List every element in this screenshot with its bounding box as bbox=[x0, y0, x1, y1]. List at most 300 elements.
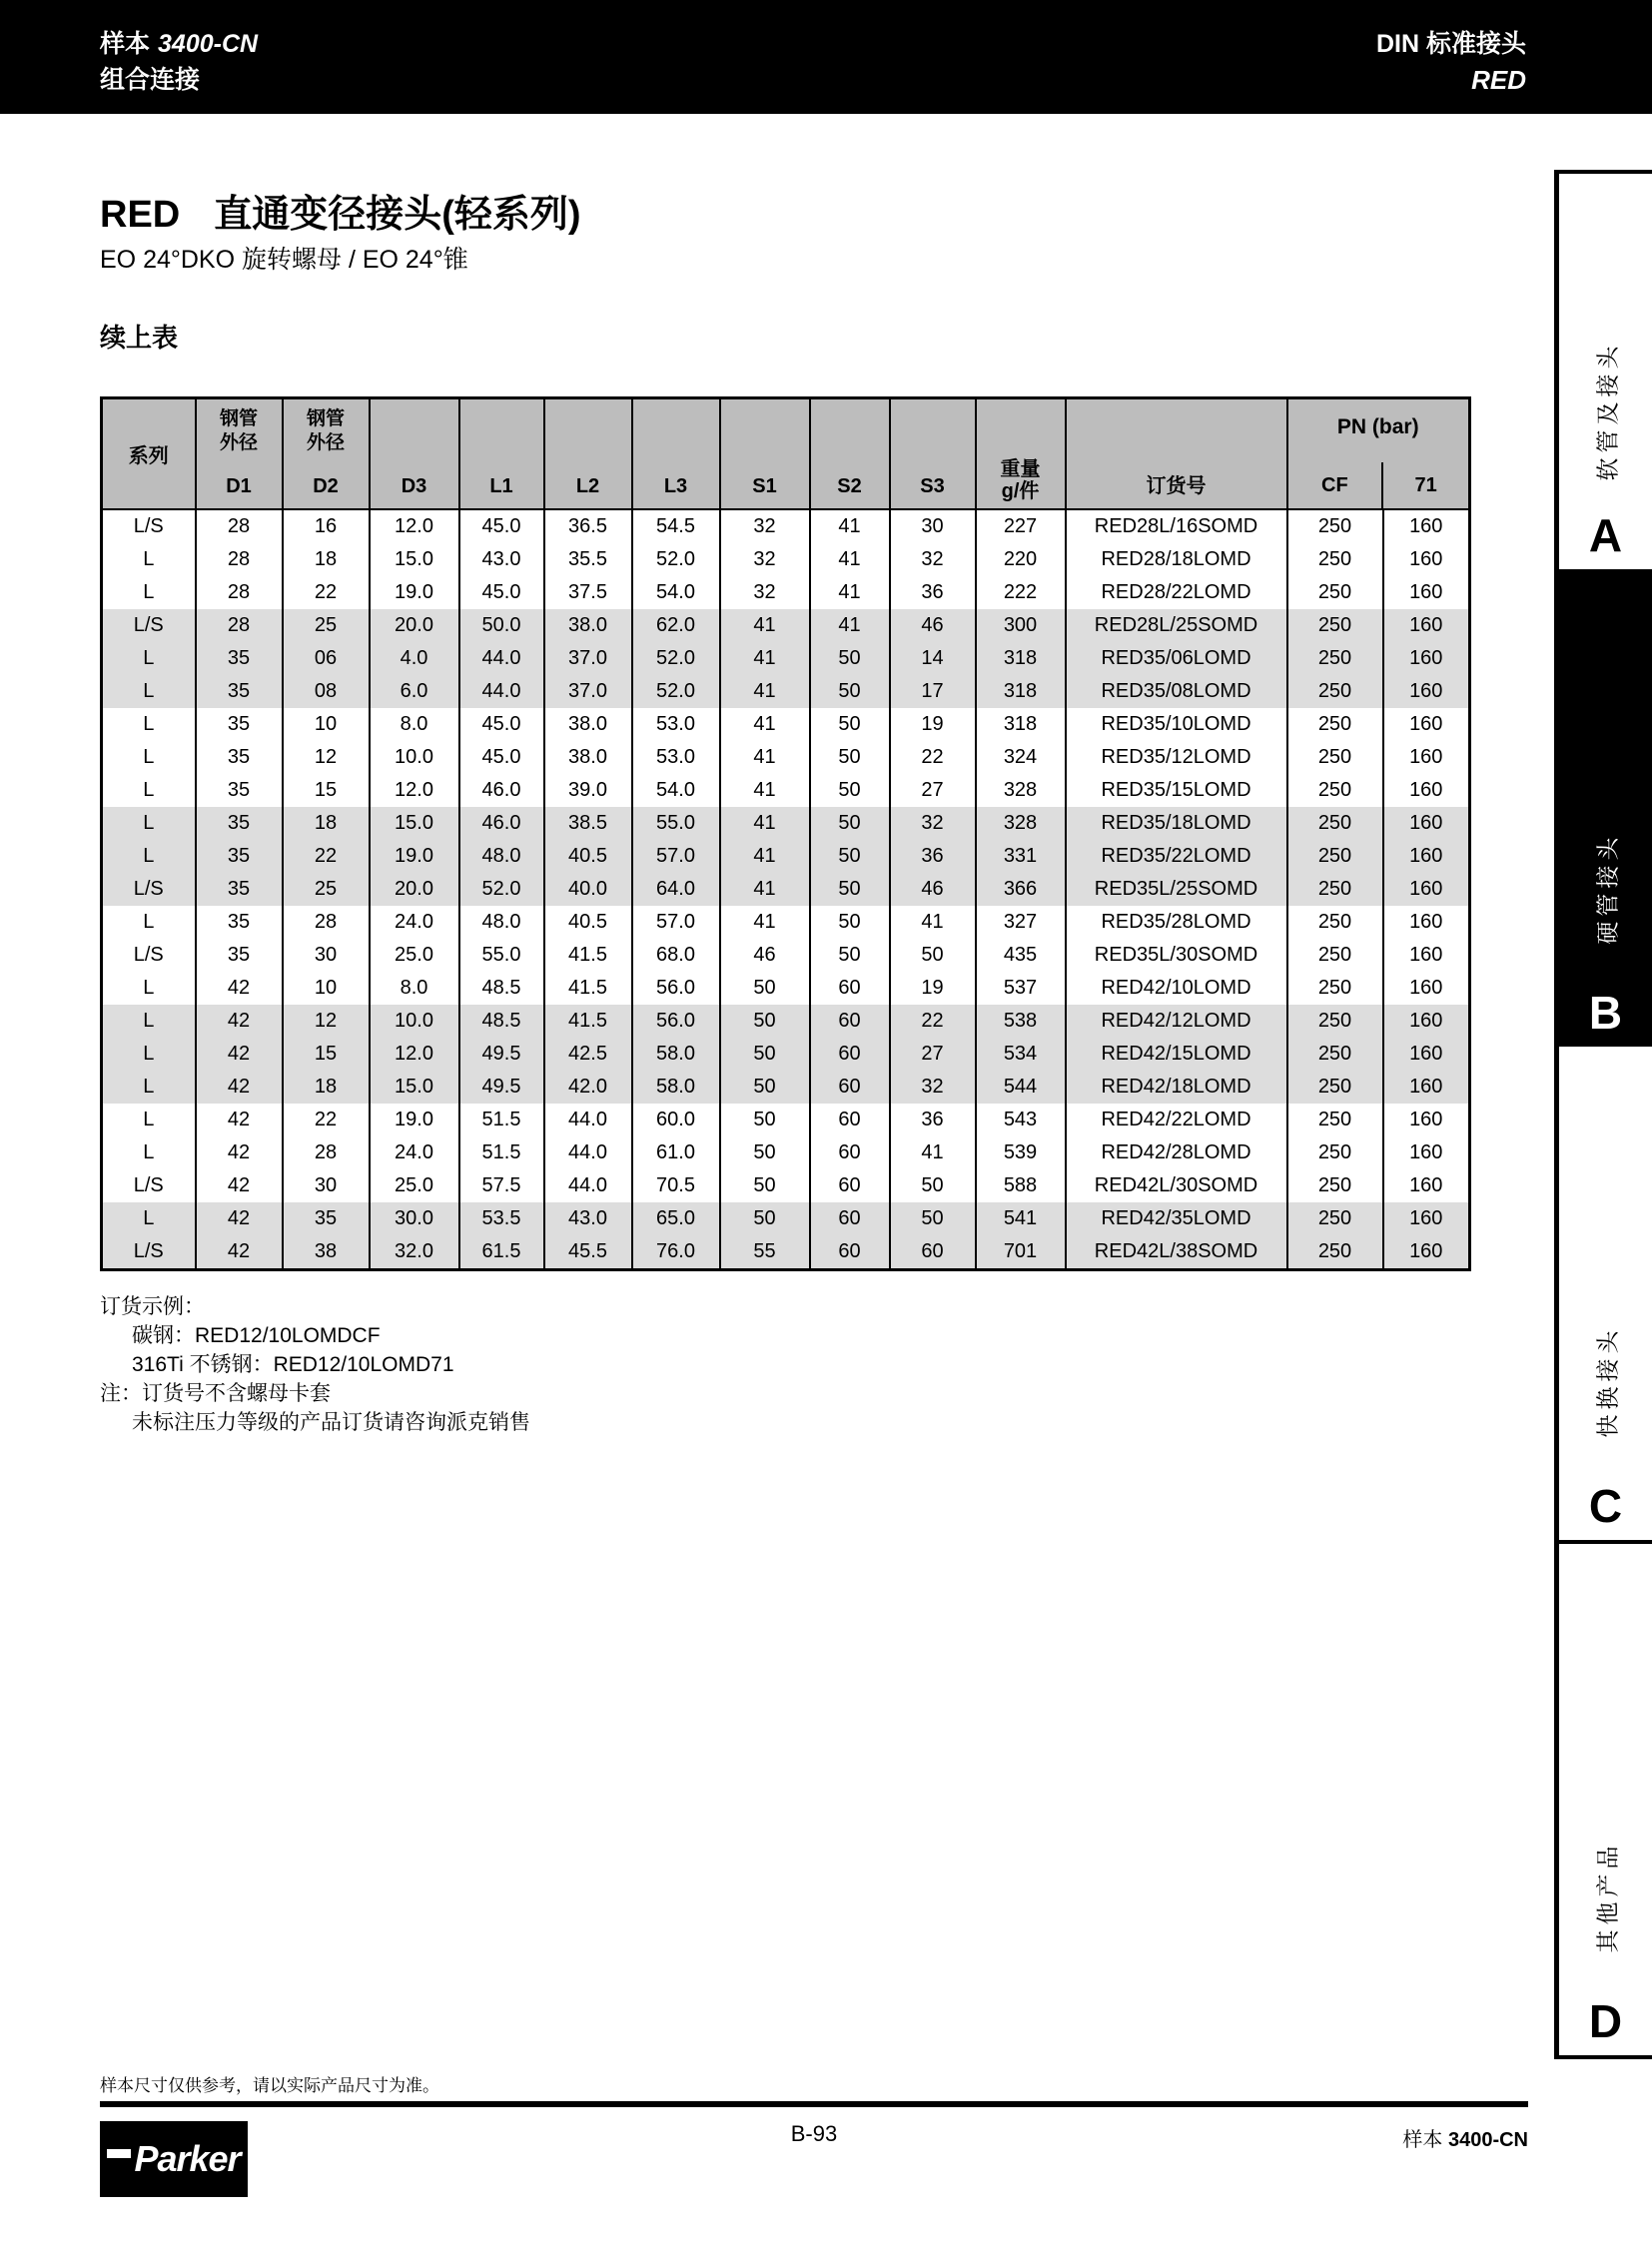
table-cell: 327 bbox=[976, 906, 1066, 939]
table-cell: 42 bbox=[196, 1104, 283, 1136]
table-cell: 588 bbox=[976, 1169, 1066, 1202]
table-cell: 160 bbox=[1383, 509, 1470, 543]
table-cell: 50 bbox=[810, 939, 890, 972]
table-cell: L/S bbox=[102, 509, 196, 543]
table-cell: 46 bbox=[890, 609, 976, 642]
table-cell: RED35/12LOMD bbox=[1066, 741, 1287, 774]
table-cell: 250 bbox=[1287, 774, 1383, 807]
table-cell: 48.5 bbox=[459, 1005, 544, 1038]
table-row bbox=[102, 972, 1470, 1005]
page-title bbox=[100, 183, 581, 238]
note-line-2: 未标注压力等级的产品订货请咨询派克销售 bbox=[132, 1411, 530, 1434]
chapter-title: DIN 标准接头 bbox=[1375, 30, 1526, 58]
table-cell: 41.5 bbox=[544, 972, 632, 1005]
table-row bbox=[102, 1136, 1470, 1169]
table-cell: 60 bbox=[810, 972, 890, 1005]
table-row bbox=[102, 939, 1470, 972]
table-cell: 08 bbox=[283, 675, 370, 708]
table-cell: 318 bbox=[976, 708, 1066, 741]
table-cell: 60 bbox=[810, 1202, 890, 1235]
table-cell: 250 bbox=[1287, 1235, 1383, 1270]
table-cell: 28 bbox=[196, 543, 283, 576]
table-cell: 61.0 bbox=[632, 1136, 720, 1169]
table-cell: 52.0 bbox=[632, 543, 720, 576]
table-cell: 32 bbox=[890, 807, 976, 840]
header-l1-label: L1 bbox=[489, 475, 513, 497]
table-cell: RED42/18LOMD bbox=[1066, 1071, 1287, 1104]
table-cell: 19.0 bbox=[370, 1104, 459, 1136]
table-cell: 46.0 bbox=[459, 774, 544, 807]
header-s1-label: S1 bbox=[752, 475, 777, 497]
table-cell: 22 bbox=[283, 1104, 370, 1136]
table-row bbox=[102, 609, 1470, 642]
table-cell: 250 bbox=[1287, 675, 1383, 708]
table-cell: 51.5 bbox=[459, 1104, 544, 1136]
table-row bbox=[102, 642, 1470, 675]
table-cell: 250 bbox=[1287, 1104, 1383, 1136]
table-cell: 60 bbox=[810, 1104, 890, 1136]
table-cell: 49.5 bbox=[459, 1071, 544, 1104]
table-cell: 227 bbox=[976, 509, 1066, 543]
table-cell: 50 bbox=[720, 1005, 810, 1038]
table-cell: 41 bbox=[890, 906, 976, 939]
table-cell: 76.0 bbox=[632, 1235, 720, 1270]
table-cell: 41 bbox=[810, 509, 890, 543]
table-cell: 37.0 bbox=[544, 642, 632, 675]
table-cell: 435 bbox=[976, 939, 1066, 972]
table-cell: L/S bbox=[102, 1235, 196, 1270]
header-l1 bbox=[459, 398, 544, 510]
table-cell: RED35/28LOMD bbox=[1066, 906, 1287, 939]
table-cell: 539 bbox=[976, 1136, 1066, 1169]
table-cell: 45.0 bbox=[459, 576, 544, 609]
table-cell: 15 bbox=[283, 774, 370, 807]
table-cell: 41 bbox=[720, 609, 810, 642]
table-cell: 37.0 bbox=[544, 675, 632, 708]
table-cell: 42 bbox=[196, 1169, 283, 1202]
footer-catalog-code: 3400-CN bbox=[1447, 2129, 1528, 2151]
table-cell: 40.0 bbox=[544, 873, 632, 906]
table-cell: 32 bbox=[720, 509, 810, 543]
table-cell: 544 bbox=[976, 1071, 1066, 1104]
tab-label: 软管及接头 bbox=[1594, 341, 1620, 480]
table-cell: 12 bbox=[283, 741, 370, 774]
footer-catalog-ref bbox=[1402, 2123, 1528, 2152]
table-cell: 53.5 bbox=[459, 1202, 544, 1235]
tab-label: 其他产品 bbox=[1594, 1841, 1620, 1952]
table-cell: 19.0 bbox=[370, 840, 459, 873]
table-cell: 41 bbox=[810, 543, 890, 576]
table-cell: RED42/22LOMD bbox=[1066, 1104, 1287, 1136]
table-cell: 19.0 bbox=[370, 576, 459, 609]
table-cell: 41 bbox=[720, 873, 810, 906]
chapter-id-block bbox=[1376, 26, 1526, 98]
table-cell: L bbox=[102, 1202, 196, 1235]
table-cell: 25.0 bbox=[370, 1169, 459, 1202]
table-cell: 220 bbox=[976, 543, 1066, 576]
table-row bbox=[102, 509, 1470, 543]
table-cell: 701 bbox=[976, 1235, 1066, 1270]
table-cell: 12.0 bbox=[370, 774, 459, 807]
table-row bbox=[102, 576, 1470, 609]
header-l2-label: L2 bbox=[575, 475, 600, 497]
table-cell: 318 bbox=[976, 642, 1066, 675]
table-cell: 331 bbox=[976, 840, 1066, 873]
table-cell: L bbox=[102, 972, 196, 1005]
table-cell: 42 bbox=[196, 1038, 283, 1071]
table-cell: 41 bbox=[890, 1136, 976, 1169]
table-cell: RED28L/16SOMD bbox=[1066, 509, 1287, 543]
table-cell: 60 bbox=[810, 1136, 890, 1169]
table-cell: 28 bbox=[196, 509, 283, 543]
table-cell: 17 bbox=[890, 675, 976, 708]
table-cell: 41.5 bbox=[544, 939, 632, 972]
header-d2-label: D2 bbox=[313, 475, 339, 497]
header-l2 bbox=[544, 398, 632, 510]
table-cell: 27 bbox=[890, 774, 976, 807]
table-cell: 250 bbox=[1287, 873, 1383, 906]
table-row bbox=[102, 906, 1470, 939]
table-cell: 22 bbox=[890, 1005, 976, 1038]
table-cell: 42 bbox=[196, 1202, 283, 1235]
table-cell: 35 bbox=[196, 642, 283, 675]
table-cell: 50.0 bbox=[459, 609, 544, 642]
table-cell: L/S bbox=[102, 1169, 196, 1202]
footer-catalog-prefix: 样本 bbox=[1402, 2129, 1443, 2151]
table-cell: 250 bbox=[1287, 1038, 1383, 1071]
table-cell: 543 bbox=[976, 1104, 1066, 1136]
table-cell: RED28L/25SOMD bbox=[1066, 609, 1287, 642]
table-cell: 41 bbox=[810, 609, 890, 642]
table-cell: 18 bbox=[283, 807, 370, 840]
table-cell: 45.0 bbox=[459, 509, 544, 543]
table-cell: 50 bbox=[810, 906, 890, 939]
table-cell: 56.0 bbox=[632, 972, 720, 1005]
table-cell: 160 bbox=[1383, 906, 1470, 939]
table-cell: 44.0 bbox=[544, 1104, 632, 1136]
table-cell: 50 bbox=[720, 1202, 810, 1235]
table-cell: 28 bbox=[196, 609, 283, 642]
table-cell: 41 bbox=[720, 906, 810, 939]
header-d3-label: D3 bbox=[401, 475, 427, 497]
table-cell: 35 bbox=[196, 807, 283, 840]
table-cell: 250 bbox=[1287, 1005, 1383, 1038]
table-cell: 6.0 bbox=[370, 675, 459, 708]
table-cell: 42 bbox=[196, 1071, 283, 1104]
table-cell: RED42/15LOMD bbox=[1066, 1038, 1287, 1071]
table-cell: 55.0 bbox=[459, 939, 544, 972]
table-cell: 35 bbox=[196, 741, 283, 774]
table-cell: 160 bbox=[1383, 873, 1470, 906]
table-cell: 50 bbox=[810, 675, 890, 708]
order-example-title: 订货示例： bbox=[100, 1295, 205, 1318]
table-cell: 41 bbox=[720, 807, 810, 840]
table-cell: 53.0 bbox=[632, 741, 720, 774]
table-cell: RED35/06LOMD bbox=[1066, 642, 1287, 675]
table-cell: 15.0 bbox=[370, 807, 459, 840]
catalog-code: 3400-CN bbox=[158, 30, 259, 58]
table-cell: 25 bbox=[283, 873, 370, 906]
table-cell: 12 bbox=[283, 1005, 370, 1038]
table-cell: 35 bbox=[196, 939, 283, 972]
tab-label-box bbox=[1586, 803, 1626, 973]
table-cell: 50 bbox=[890, 939, 976, 972]
table-cell: 42 bbox=[196, 1005, 283, 1038]
order-example-carbon: 碳钢：RED12/10LOMDCF bbox=[132, 1324, 381, 1347]
tab-label: 硬管接头 bbox=[1594, 832, 1620, 944]
table-cell: 36 bbox=[890, 840, 976, 873]
table-cell: 250 bbox=[1287, 972, 1383, 1005]
table-cell: 22 bbox=[283, 840, 370, 873]
table-cell: 160 bbox=[1383, 1136, 1470, 1169]
order-example-stainless: 316Ti 不锈钢：RED12/10LOMD71 bbox=[132, 1353, 454, 1376]
footer-rule bbox=[100, 2101, 1528, 2107]
table-cell: 222 bbox=[976, 576, 1066, 609]
table-cell: 160 bbox=[1383, 675, 1470, 708]
table-cell: 10 bbox=[283, 972, 370, 1005]
header-s1 bbox=[720, 398, 810, 510]
table-cell: L bbox=[102, 774, 196, 807]
header-s3-label: S3 bbox=[920, 475, 945, 497]
header-weight bbox=[976, 398, 1066, 510]
table-cell: 40.5 bbox=[544, 840, 632, 873]
table-cell: 50 bbox=[890, 1169, 976, 1202]
table-cell: 250 bbox=[1287, 1169, 1383, 1202]
table-cell: RED42/35LOMD bbox=[1066, 1202, 1287, 1235]
table-cell: 12.0 bbox=[370, 509, 459, 543]
product-name: 直通变径接头(轻系列) bbox=[214, 194, 581, 236]
table-cell: 250 bbox=[1287, 741, 1383, 774]
table-cell: 43.0 bbox=[459, 543, 544, 576]
table-cell: 10 bbox=[283, 708, 370, 741]
table-cell: 541 bbox=[976, 1202, 1066, 1235]
table-cell: 44.0 bbox=[544, 1169, 632, 1202]
table-cell: 53.0 bbox=[632, 708, 720, 741]
table-row bbox=[102, 543, 1470, 576]
table-row bbox=[102, 1235, 1470, 1270]
table-row bbox=[102, 840, 1470, 873]
table-cell: 15.0 bbox=[370, 1071, 459, 1104]
header-l3 bbox=[632, 398, 720, 510]
table-cell: 38.0 bbox=[544, 741, 632, 774]
table-cell: 32.0 bbox=[370, 1235, 459, 1270]
spec-table bbox=[100, 396, 1471, 1271]
table-cell: L bbox=[102, 1005, 196, 1038]
table-cell: 250 bbox=[1287, 642, 1383, 675]
table-cell: 30 bbox=[283, 1169, 370, 1202]
tab-letter: B bbox=[1588, 987, 1623, 1039]
header-d3 bbox=[370, 398, 459, 510]
catalog-section: 组合连接 bbox=[100, 66, 201, 94]
table-cell: 45.5 bbox=[544, 1235, 632, 1270]
table-cell: 50 bbox=[810, 840, 890, 873]
header-s3 bbox=[890, 398, 976, 510]
header-s2-label: S2 bbox=[837, 475, 862, 497]
table-cell: 52.0 bbox=[632, 675, 720, 708]
header-weight-label: 重量 bbox=[1000, 458, 1041, 480]
table-cell: 45.0 bbox=[459, 708, 544, 741]
table-cell: 250 bbox=[1287, 509, 1383, 543]
table-cell: RED42/12LOMD bbox=[1066, 1005, 1287, 1038]
table-cell: 160 bbox=[1383, 1071, 1470, 1104]
table-cell: 35 bbox=[196, 774, 283, 807]
table-cell: 36 bbox=[890, 576, 976, 609]
table-cell: 38.5 bbox=[544, 807, 632, 840]
table-cell: 50 bbox=[890, 1202, 976, 1235]
table-cell: L bbox=[102, 576, 196, 609]
steel-od-label-2: 外径 bbox=[219, 432, 258, 453]
table-cell: 160 bbox=[1383, 1104, 1470, 1136]
table-cell: 27 bbox=[890, 1038, 976, 1071]
chapter-code: RED bbox=[1471, 65, 1526, 95]
steel-od-label-1: 钢管 bbox=[306, 408, 345, 429]
table-cell: 250 bbox=[1287, 906, 1383, 939]
top-header-bar bbox=[0, 0, 1652, 114]
table-cell: RED35/18LOMD bbox=[1066, 807, 1287, 840]
table-cell: 51.5 bbox=[459, 1136, 544, 1169]
table-cell: 250 bbox=[1287, 543, 1383, 576]
table-row bbox=[102, 1038, 1470, 1071]
sidebar-tab-tube-fittings-active bbox=[1554, 569, 1652, 1047]
table-cell: 64.0 bbox=[632, 873, 720, 906]
table-cell: 35 bbox=[283, 1202, 370, 1235]
tab-letter: A bbox=[1588, 509, 1623, 561]
table-cell: RED35/22LOMD bbox=[1066, 840, 1287, 873]
table-cell: 250 bbox=[1287, 1202, 1383, 1235]
table-row bbox=[102, 1202, 1470, 1235]
table-cell: 48.5 bbox=[459, 972, 544, 1005]
table-cell: 15 bbox=[283, 1038, 370, 1071]
table-cell: RED28/18LOMD bbox=[1066, 543, 1287, 576]
table-cell: 50 bbox=[720, 1169, 810, 1202]
steel-od-label-1: 钢管 bbox=[219, 408, 258, 429]
table-cell: 328 bbox=[976, 807, 1066, 840]
table-cell: 160 bbox=[1383, 972, 1470, 1005]
table-cell: 160 bbox=[1383, 774, 1470, 807]
table-cell: 54.0 bbox=[632, 774, 720, 807]
table-cell: 160 bbox=[1383, 543, 1470, 576]
product-code: RED bbox=[100, 194, 181, 236]
table-cell: RED35/10LOMD bbox=[1066, 708, 1287, 741]
table-cell: 60 bbox=[810, 1235, 890, 1270]
table-cell: 50 bbox=[810, 741, 890, 774]
table-cell: L bbox=[102, 906, 196, 939]
table-cell: 60 bbox=[810, 1169, 890, 1202]
table-cell: 41 bbox=[810, 576, 890, 609]
table-cell: 160 bbox=[1383, 1235, 1470, 1270]
header-series bbox=[102, 398, 196, 510]
table-cell: 160 bbox=[1383, 642, 1470, 675]
table-cell: RED42/10LOMD bbox=[1066, 972, 1287, 1005]
table-cell: 62.0 bbox=[632, 609, 720, 642]
table-cell: 10.0 bbox=[370, 741, 459, 774]
table-cell: L/S bbox=[102, 939, 196, 972]
page-subtitle: EO 24°DKO 旋转螺母 / EO 24°锥 bbox=[100, 246, 468, 274]
table-cell: 38 bbox=[283, 1235, 370, 1270]
parker-arrow-icon bbox=[107, 2149, 131, 2158]
table-cell: 56.0 bbox=[632, 1005, 720, 1038]
table-cell: 32 bbox=[890, 1071, 976, 1104]
table-cell: 42 bbox=[196, 972, 283, 1005]
table-cell: 41 bbox=[720, 840, 810, 873]
table-cell: L bbox=[102, 708, 196, 741]
table-cell: L/S bbox=[102, 873, 196, 906]
table-cell: 60 bbox=[810, 1071, 890, 1104]
table-row bbox=[102, 1005, 1470, 1038]
table-cell: 250 bbox=[1287, 708, 1383, 741]
table-body bbox=[102, 509, 1470, 1270]
header-cf-label: CF bbox=[1321, 473, 1348, 496]
table-cell: L bbox=[102, 840, 196, 873]
table-cell: 38.0 bbox=[544, 609, 632, 642]
header-pn bbox=[1287, 398, 1470, 510]
table-cell: 35 bbox=[196, 708, 283, 741]
table-cell: 58.0 bbox=[632, 1038, 720, 1071]
table-cell: 46 bbox=[890, 873, 976, 906]
table-cell: RED35/08LOMD bbox=[1066, 675, 1287, 708]
table-cell: 50 bbox=[720, 1038, 810, 1071]
table-cell: 32 bbox=[890, 543, 976, 576]
tab-letter: C bbox=[1588, 1480, 1623, 1532]
header-weight-unit: g/件 bbox=[1001, 480, 1040, 502]
table-cell: 60 bbox=[810, 1005, 890, 1038]
page-number: B-93 bbox=[790, 2121, 838, 2146]
table-cell: 14 bbox=[890, 642, 976, 675]
table-row bbox=[102, 741, 1470, 774]
table-cell: 10.0 bbox=[370, 1005, 459, 1038]
table-cell: 46.0 bbox=[459, 807, 544, 840]
table-cell: 15.0 bbox=[370, 543, 459, 576]
table-cell: 42.5 bbox=[544, 1038, 632, 1071]
steel-od-label-2: 外径 bbox=[306, 432, 345, 453]
header-d1-label: D1 bbox=[226, 475, 252, 497]
table-cell: 35.5 bbox=[544, 543, 632, 576]
table-cell: 41.5 bbox=[544, 1005, 632, 1038]
table-cell: 55.0 bbox=[632, 807, 720, 840]
table-cell: 61.5 bbox=[459, 1235, 544, 1270]
table-cell: 160 bbox=[1383, 939, 1470, 972]
table-cell: RED35L/25SOMD bbox=[1066, 873, 1287, 906]
catalog-id-block bbox=[100, 26, 258, 98]
table-cell: 4.0 bbox=[370, 642, 459, 675]
table-cell: 28 bbox=[283, 1136, 370, 1169]
table-cell: 41 bbox=[720, 774, 810, 807]
table-row bbox=[102, 708, 1470, 741]
table-cell: 50 bbox=[810, 807, 890, 840]
tab-label-box bbox=[1586, 1812, 1626, 1981]
table-cell: L bbox=[102, 642, 196, 675]
table-cell: 160 bbox=[1383, 609, 1470, 642]
table-cell: L bbox=[102, 1104, 196, 1136]
table-cell: 58.0 bbox=[632, 1071, 720, 1104]
table-cell: 49.5 bbox=[459, 1038, 544, 1071]
tab-label: 快换接头 bbox=[1594, 1325, 1620, 1437]
table-row bbox=[102, 873, 1470, 906]
table-cell: 534 bbox=[976, 1038, 1066, 1071]
table-cell: 44.0 bbox=[459, 675, 544, 708]
footer-disclaimer: 样本尺寸仅供参考，请以实际产品尺寸为准。 bbox=[100, 2076, 439, 2095]
table-cell: 68.0 bbox=[632, 939, 720, 972]
table-cell: 35 bbox=[196, 873, 283, 906]
table-cell: 42.0 bbox=[544, 1071, 632, 1104]
table-row bbox=[102, 1104, 1470, 1136]
order-notes bbox=[100, 1292, 530, 1437]
table-cell: 50 bbox=[720, 1136, 810, 1169]
table-cell: 46 bbox=[720, 939, 810, 972]
parker-logo-text: Parker bbox=[134, 2138, 241, 2179]
table-cell: 57.0 bbox=[632, 906, 720, 939]
table-cell: 324 bbox=[976, 741, 1066, 774]
